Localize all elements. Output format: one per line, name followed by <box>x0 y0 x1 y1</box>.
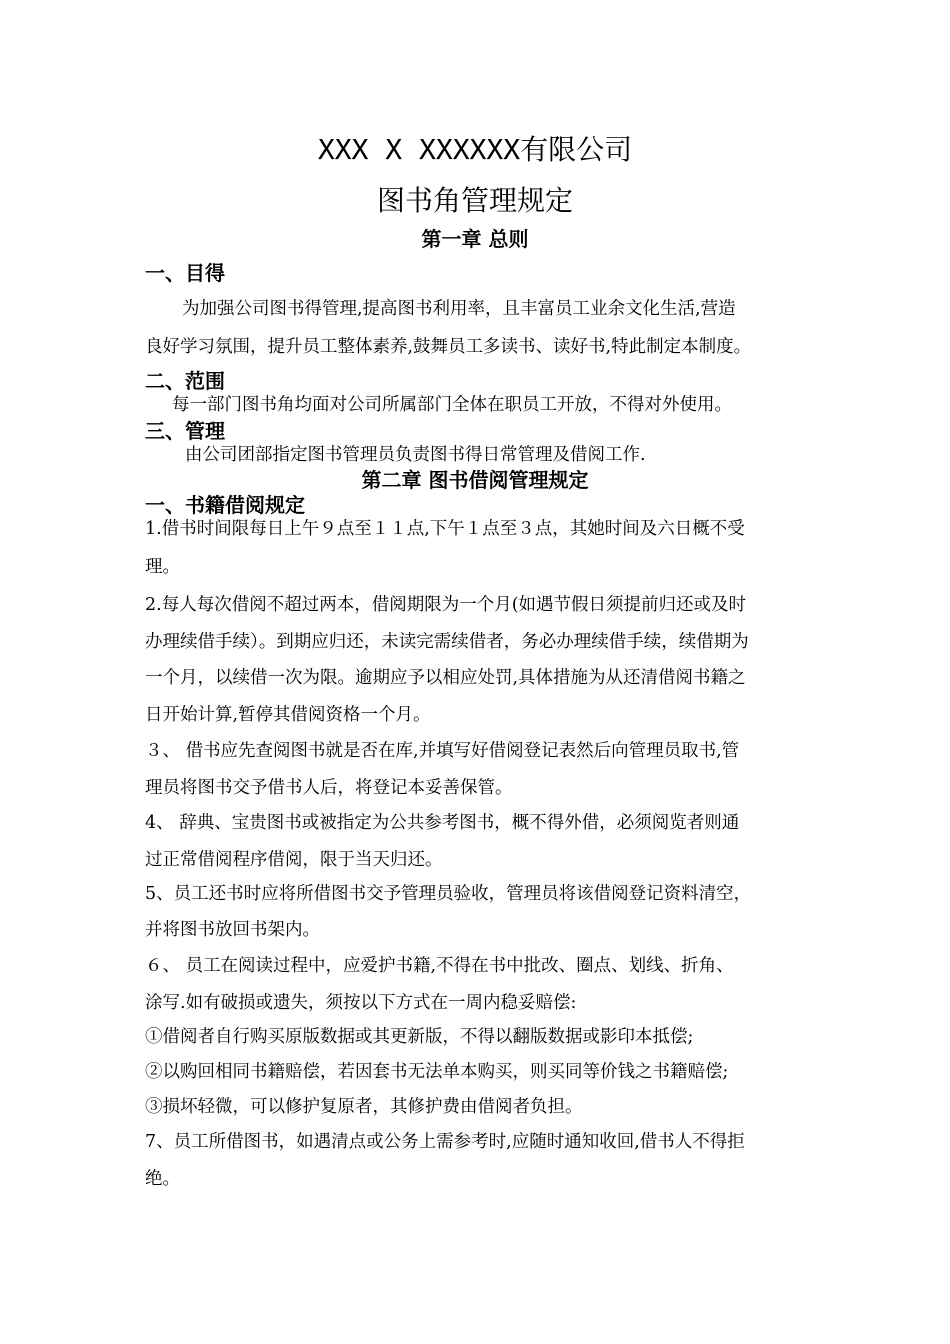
rule-line: 日开始计算,暂停其借阅资格一个月。 <box>145 705 431 725</box>
chapter-2-title: 第二章 图书借阅管理规定 <box>361 468 589 492</box>
rule-line: 理员将图书交予借书人后，将登记本妥善保管。 <box>145 778 513 798</box>
rule-line: 1.借书时间限每日上午９点至１１点,下午１点至３点，其她时间及六日概不受 <box>145 519 745 539</box>
section-borrowing-rules-heading: 一、书籍借阅规定 <box>145 493 305 517</box>
rule-line: ３、 借书应先查阅图书就是否在库,并填写好借阅登记表然后向管理员取书,管 <box>145 741 740 761</box>
company-name: XXX X XXXXXX有限公司 <box>317 133 633 166</box>
scope-line-1: 每一部门图书角均面对公司所属部门全体在职员工开放，不得对外使用。 <box>172 395 732 415</box>
purpose-line-1: 为加强公司图书得管理,提高图书利用率，且丰富员工业余文化生活,营造 <box>182 299 736 319</box>
management-line-1: 由公司团部指定图书管理员负责图书得日常管理及借阅工作. <box>185 445 646 465</box>
rule-line: 一个月，以续借一次为限。逾期应予以相应处罚,具体措施为从还清借阅书籍之 <box>145 668 746 688</box>
purpose-line-2: 良好学习氛围，提升员工整体素养,鼓舞员工多读书、读好书,特此制定本制度。 <box>145 337 752 357</box>
section-scope-heading: 二、范围 <box>145 369 225 393</box>
rule-line: ①借阅者自行购买原版数据或其更新版，不得以翻版数据或影印本抵偿; <box>145 1027 694 1047</box>
rule-line: 办理续借手续）。到期应归还，未读完需续借者，务必办理续借手续，续借期为 <box>145 632 749 652</box>
rule-line: 涂写.如有破损或遗失，须按以下方式在一周内稳妥赔偿: <box>145 993 577 1013</box>
document-title: 图书角管理规定 <box>376 184 573 217</box>
rule-line: ②以购回相同书籍赔偿，若因套书无法单本购买，则买同等价钱之书籍赔偿; <box>145 1062 729 1082</box>
rule-line: 理。 <box>145 557 180 577</box>
rule-line: 5、员工还书时应将所借图书交予管理员验收，管理员将该借阅登记资料清空， <box>145 884 752 904</box>
rule-line: ６、 员工在阅读过程中，应爱护书籍,不得在书中批改、圈点、划线、折角、 <box>145 956 734 976</box>
rule-line: ③损坏轻微，可以修护复原者，其修护费由借阅者负担。 <box>145 1097 583 1117</box>
rule-line: 并将图书放回书架内。 <box>145 920 320 940</box>
rule-line: 绝。 <box>145 1169 180 1189</box>
section-purpose-heading: 一、目得 <box>145 261 225 285</box>
rule-line: 2.每人每次借阅不超过两本，借阅期限为一个月(如遇节假日须提前归还或及时 <box>145 595 747 615</box>
chapter-1-title: 第一章 总则 <box>421 227 529 251</box>
rule-line: 7、员工所借图书，如遇清点或公务上需参考时,应随时通知收回,借书人不得拒 <box>145 1132 745 1152</box>
section-management-heading: 三、管理 <box>145 419 225 443</box>
rule-line: 4、 辞典、宝贵图书或被指定为公共参考图书，概不得外借，必须阅览者则通 <box>145 813 740 833</box>
rule-line: 过正常借阅程序借阅，限于当天归还。 <box>145 850 443 870</box>
